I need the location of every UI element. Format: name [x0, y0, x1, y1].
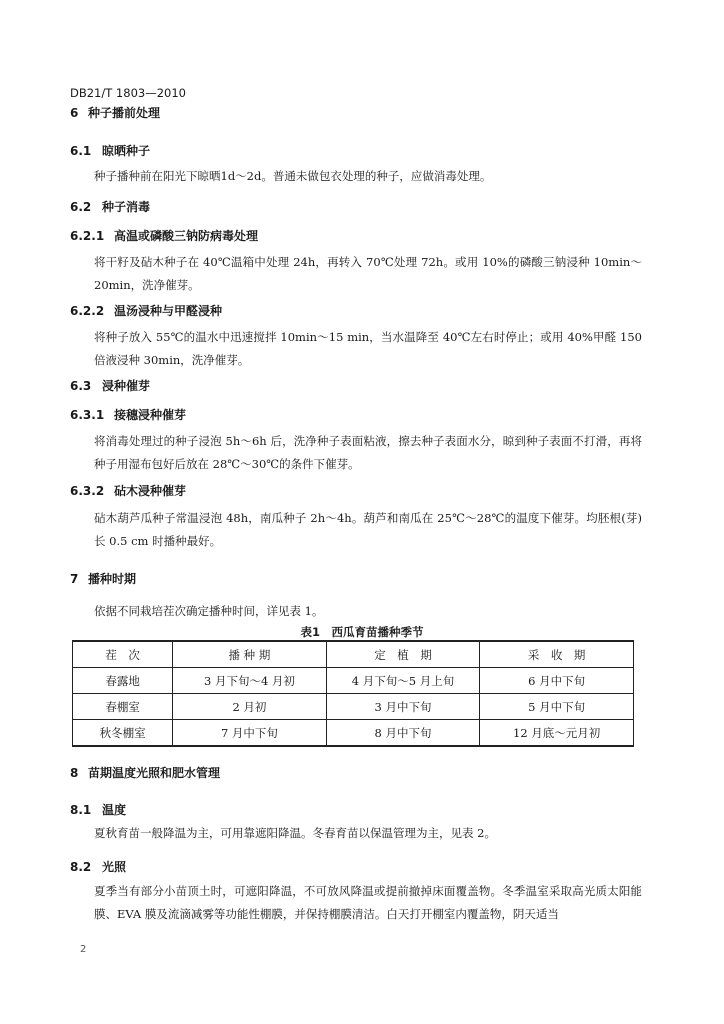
- section-title: 温度: [102, 803, 127, 817]
- table-cell: 秋冬棚室: [73, 720, 173, 747]
- paragraph-text: 砧木葫芦瓜种子常温浸泡 48h，南瓜种子 2h～4h。葫芦和南瓜在 25℃～28℃的温度下催芽。均胚根(芽)长 0.5 cm 时播种最好。: [94, 511, 642, 548]
- section-6-2-1-heading: [70, 227, 258, 244]
- section-8-1-paragraph: [70, 822, 642, 845]
- table-cell: 春露地: [73, 668, 173, 694]
- section-title: 接穗浸种催芽: [114, 408, 187, 422]
- section-number: 6.3.1: [70, 408, 105, 422]
- section-6-3-heading: [70, 377, 150, 394]
- section-6-2-2-paragraph: [70, 326, 642, 372]
- section-title: 温汤浸种与甲醛浸种: [114, 304, 223, 318]
- section-6-2-2-heading: [70, 302, 222, 319]
- section-6-3-1-heading: [70, 406, 186, 423]
- header-cell: 定 植 期: [326, 641, 480, 668]
- table-cell: 8 月中下旬: [326, 720, 480, 747]
- section-8-1-heading: [70, 801, 126, 818]
- section-title: 播种时期: [88, 572, 137, 586]
- section-6-3-1-paragraph: [70, 430, 642, 476]
- table-cell: 春棚室: [73, 694, 173, 720]
- table-cell: 6 月中下旬: [480, 668, 634, 694]
- section-number: 8.1: [70, 803, 92, 817]
- paragraph-text: 将消毒处理过的种子浸泡 5h～6h 后，洗净种子表面粘液，擦去种子表面水分，晾到种子表面不打滑，再将种子用湿布包好后放在 28℃～30℃的条件下催芽。: [94, 434, 642, 471]
- section-number: 7: [70, 572, 79, 586]
- section-6-1-paragraph: [70, 165, 642, 188]
- section-title: 种子播前处理: [88, 106, 161, 120]
- paragraph-text: 依据不同栽培茬次确定播种时间，详见表 1。: [94, 604, 324, 618]
- section-number: 8.2: [70, 860, 92, 874]
- section-6-3-2-heading: [70, 482, 186, 499]
- table-cell: 7 月中下旬: [173, 720, 327, 747]
- header-cell: 茬 次: [73, 641, 173, 668]
- paragraph-text: 夏秋育苗一般降温为主，可用靠遮阳降温。冬春育苗以保温管理为主，见表 2。: [94, 826, 496, 840]
- section-number: 6.3.2: [70, 484, 105, 498]
- section-6-3-2-paragraph: [70, 507, 642, 553]
- table-cell: 12 月底～元月初: [480, 720, 634, 747]
- page-number: 2: [80, 944, 87, 955]
- section-8-heading: [70, 764, 220, 781]
- table-cell: 5 月中下旬: [480, 694, 634, 720]
- section-title: 高温或磷酸三钠防病毒处理: [114, 229, 259, 243]
- section-number: 6.2: [70, 200, 92, 214]
- table-cell: 3 月中下旬: [326, 694, 480, 720]
- paragraph-text: 夏季当有部分小苗顶土时，可遮阳降温，不可放风降温或提前撤掉床面覆盖物。冬季温室采取高光质太阳能膜、EVA 膜及流滴减雾等功能性棚膜，并保持棚膜清洁。白天打开棚室内覆盖物，阴天适当: [94, 884, 642, 921]
- table-row: [73, 668, 634, 694]
- section-number: 6.2.1: [70, 229, 105, 243]
- section-number: 6.1: [70, 144, 92, 158]
- section-6-2-heading: [70, 198, 150, 215]
- section-title: 浸种催芽: [102, 379, 151, 393]
- section-number: 6.2.2: [70, 304, 105, 318]
- section-6-1-heading: [70, 142, 150, 159]
- section-number: 6.3: [70, 379, 92, 393]
- section-8-2-heading: [70, 858, 126, 875]
- section-title: 光照: [102, 860, 127, 874]
- standard-code: DB21/T 1803—2010: [70, 86, 186, 100]
- section-title: 种子消毒: [102, 200, 151, 214]
- section-number: 6: [70, 106, 79, 120]
- section-7-heading: [70, 570, 136, 587]
- table-header-row: [73, 641, 634, 668]
- header-cell: 播 种 期: [173, 641, 327, 668]
- sowing-season-table: [72, 640, 634, 747]
- table-row: [73, 694, 634, 720]
- section-6-heading: [70, 104, 160, 121]
- table-cell: 3 月下旬～4 月初: [173, 668, 327, 694]
- table-caption: 表1 西瓜育苗播种季节: [300, 625, 424, 639]
- paragraph-text: 将种子放入 55℃的温水中迅速搅拌 10min～15 min，当水温降至 40℃左右时停止；或用 40%甲醛 150 倍液浸种 30min，洗净催芽。: [94, 330, 642, 367]
- paragraph-text: 种子播种前在阳光下晾晒1d～2d。普通未做包衣处理的种子，应做消毒处理。: [94, 169, 492, 183]
- section-6-2-1-paragraph: [70, 251, 642, 297]
- section-title: 晾晒种子: [102, 144, 151, 158]
- section-title: 苗期温度光照和肥水管理: [88, 766, 221, 780]
- section-8-2-paragraph: [70, 880, 642, 926]
- header-cell: 采 收 期: [480, 641, 634, 668]
- table-row: [73, 720, 634, 747]
- section-7-paragraph: [70, 600, 642, 623]
- table-cell: 2 月初: [173, 694, 327, 720]
- section-title: 砧木浸种催芽: [114, 484, 187, 498]
- section-number: 8: [70, 766, 79, 780]
- table-cell: 4 月下旬～5 月上旬: [326, 668, 480, 694]
- paragraph-text: 将干籽及砧木种子在 40℃温箱中处理 24h，再转入 70℃处理 72h。或用 10%的磷酸三钠浸种 10min～20min，洗净催芽。: [94, 255, 642, 292]
